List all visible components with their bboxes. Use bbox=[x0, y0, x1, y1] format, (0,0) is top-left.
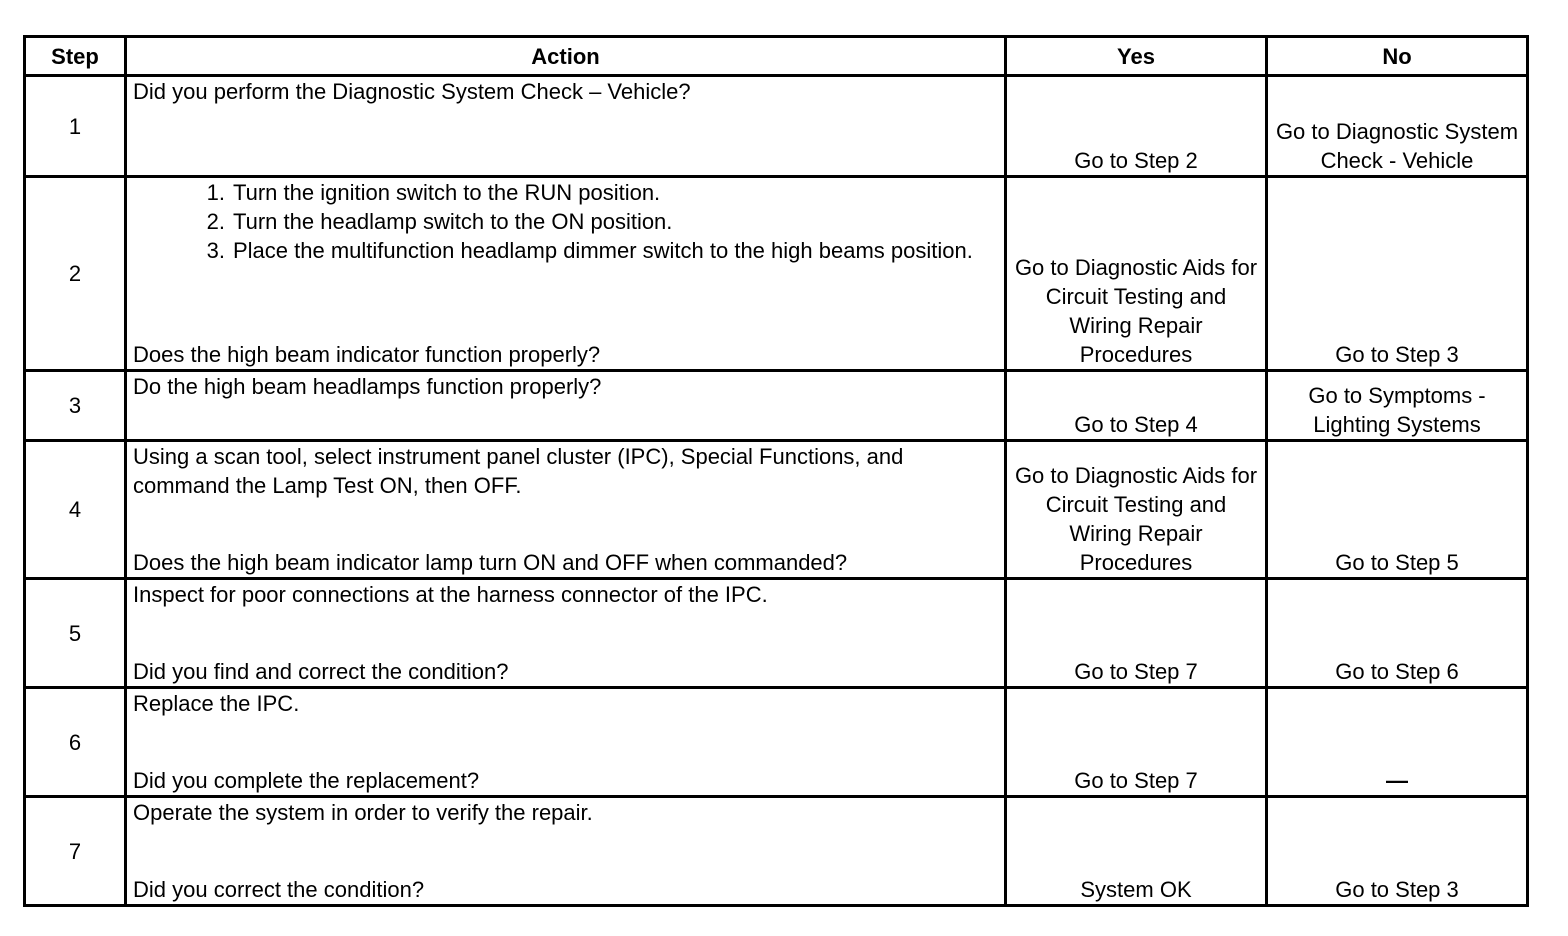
step-number: 7 bbox=[25, 797, 126, 906]
header-action: Action bbox=[126, 37, 1006, 76]
step-number: 1 bbox=[25, 76, 126, 177]
list-number: 2. bbox=[206, 209, 225, 234]
action-text: Operate the system in order to verify the repair. bbox=[133, 800, 593, 825]
action-cell bbox=[126, 797, 1006, 906]
no-cell: Go to Step 5 bbox=[1267, 441, 1528, 579]
table-row bbox=[25, 371, 1528, 441]
action-cell bbox=[126, 579, 1006, 688]
header-yes: Yes bbox=[1006, 37, 1267, 76]
list-item bbox=[141, 178, 998, 207]
table-row bbox=[25, 688, 1528, 797]
list-number: 1. bbox=[206, 180, 225, 205]
table-row bbox=[25, 797, 1528, 906]
no-cell: Go to Diagnostic System Check - Vehicle bbox=[1267, 76, 1528, 177]
yes-cell: Go to Step 2 bbox=[1006, 76, 1267, 177]
header-no: No bbox=[1267, 37, 1528, 76]
list-text: Place the multifunction headlamp dimmer switch to the high beams position. bbox=[233, 238, 973, 263]
step-number: 6 bbox=[25, 688, 126, 797]
list-number: 3. bbox=[206, 238, 225, 263]
action-text: Did you perform the Diagnostic System Check – Vehicle? bbox=[133, 79, 691, 104]
yes-cell: Go to Diagnostic Aids for Circuit Testing and Wiring Repair Procedures bbox=[1006, 177, 1267, 371]
step-number: 3 bbox=[25, 371, 126, 441]
list-text: Turn the ignition switch to the RUN position. bbox=[233, 180, 661, 205]
list-text: Turn the headlamp switch to the ON position. bbox=[233, 209, 673, 234]
yes-cell: Go to Step 7 bbox=[1006, 579, 1267, 688]
yes-cell: Go to Diagnostic Aids for Circuit Testing and Wiring Repair Procedures bbox=[1006, 441, 1267, 579]
action-cell bbox=[126, 177, 1006, 371]
action-text: Inspect for poor connections at the harness connector of the IPC. bbox=[133, 582, 768, 607]
list-item bbox=[141, 236, 998, 265]
instruction-list bbox=[141, 178, 998, 265]
no-cell: Go to Symptoms - Lighting Systems bbox=[1267, 371, 1528, 441]
question-text: Did you complete the replacement? bbox=[133, 768, 480, 793]
diagnostic-table bbox=[23, 35, 1529, 907]
no-cell: — bbox=[1267, 688, 1528, 797]
header-step: Step bbox=[25, 37, 126, 76]
question-text: Did you correct the condition? bbox=[133, 877, 425, 902]
step-number: 4 bbox=[25, 441, 126, 579]
table-row bbox=[25, 441, 1528, 579]
list-item bbox=[141, 207, 998, 236]
question-text: Does the high beam indicator lamp turn ON and OFF when commanded? bbox=[133, 550, 848, 575]
step-number: 5 bbox=[25, 579, 126, 688]
action-cell bbox=[126, 76, 1006, 177]
action-text: Do the high beam headlamps function properly? bbox=[133, 374, 602, 399]
question-text: Does the high beam indicator function properly? bbox=[133, 342, 601, 367]
yes-cell: Go to Step 4 bbox=[1006, 371, 1267, 441]
question-text: Did you find and correct the condition? bbox=[133, 659, 509, 684]
step-number: 2 bbox=[25, 177, 126, 371]
action-cell bbox=[126, 371, 1006, 441]
no-cell: Go to Step 6 bbox=[1267, 579, 1528, 688]
header-row bbox=[25, 37, 1528, 76]
yes-cell: Go to Step 7 bbox=[1006, 688, 1267, 797]
yes-cell: System OK bbox=[1006, 797, 1267, 906]
table-row bbox=[25, 76, 1528, 177]
action-cell bbox=[126, 441, 1006, 579]
no-cell: Go to Step 3 bbox=[1267, 177, 1528, 371]
action-text: Replace the IPC. bbox=[133, 691, 300, 716]
table-row bbox=[25, 579, 1528, 688]
table-row bbox=[25, 177, 1528, 371]
no-cell: Go to Step 3 bbox=[1267, 797, 1528, 906]
action-cell bbox=[126, 688, 1006, 797]
action-text: Using a scan tool, select instrument panel cluster (IPC), Special Functions, and command the Lamp Test ON, then OFF. bbox=[133, 444, 904, 498]
